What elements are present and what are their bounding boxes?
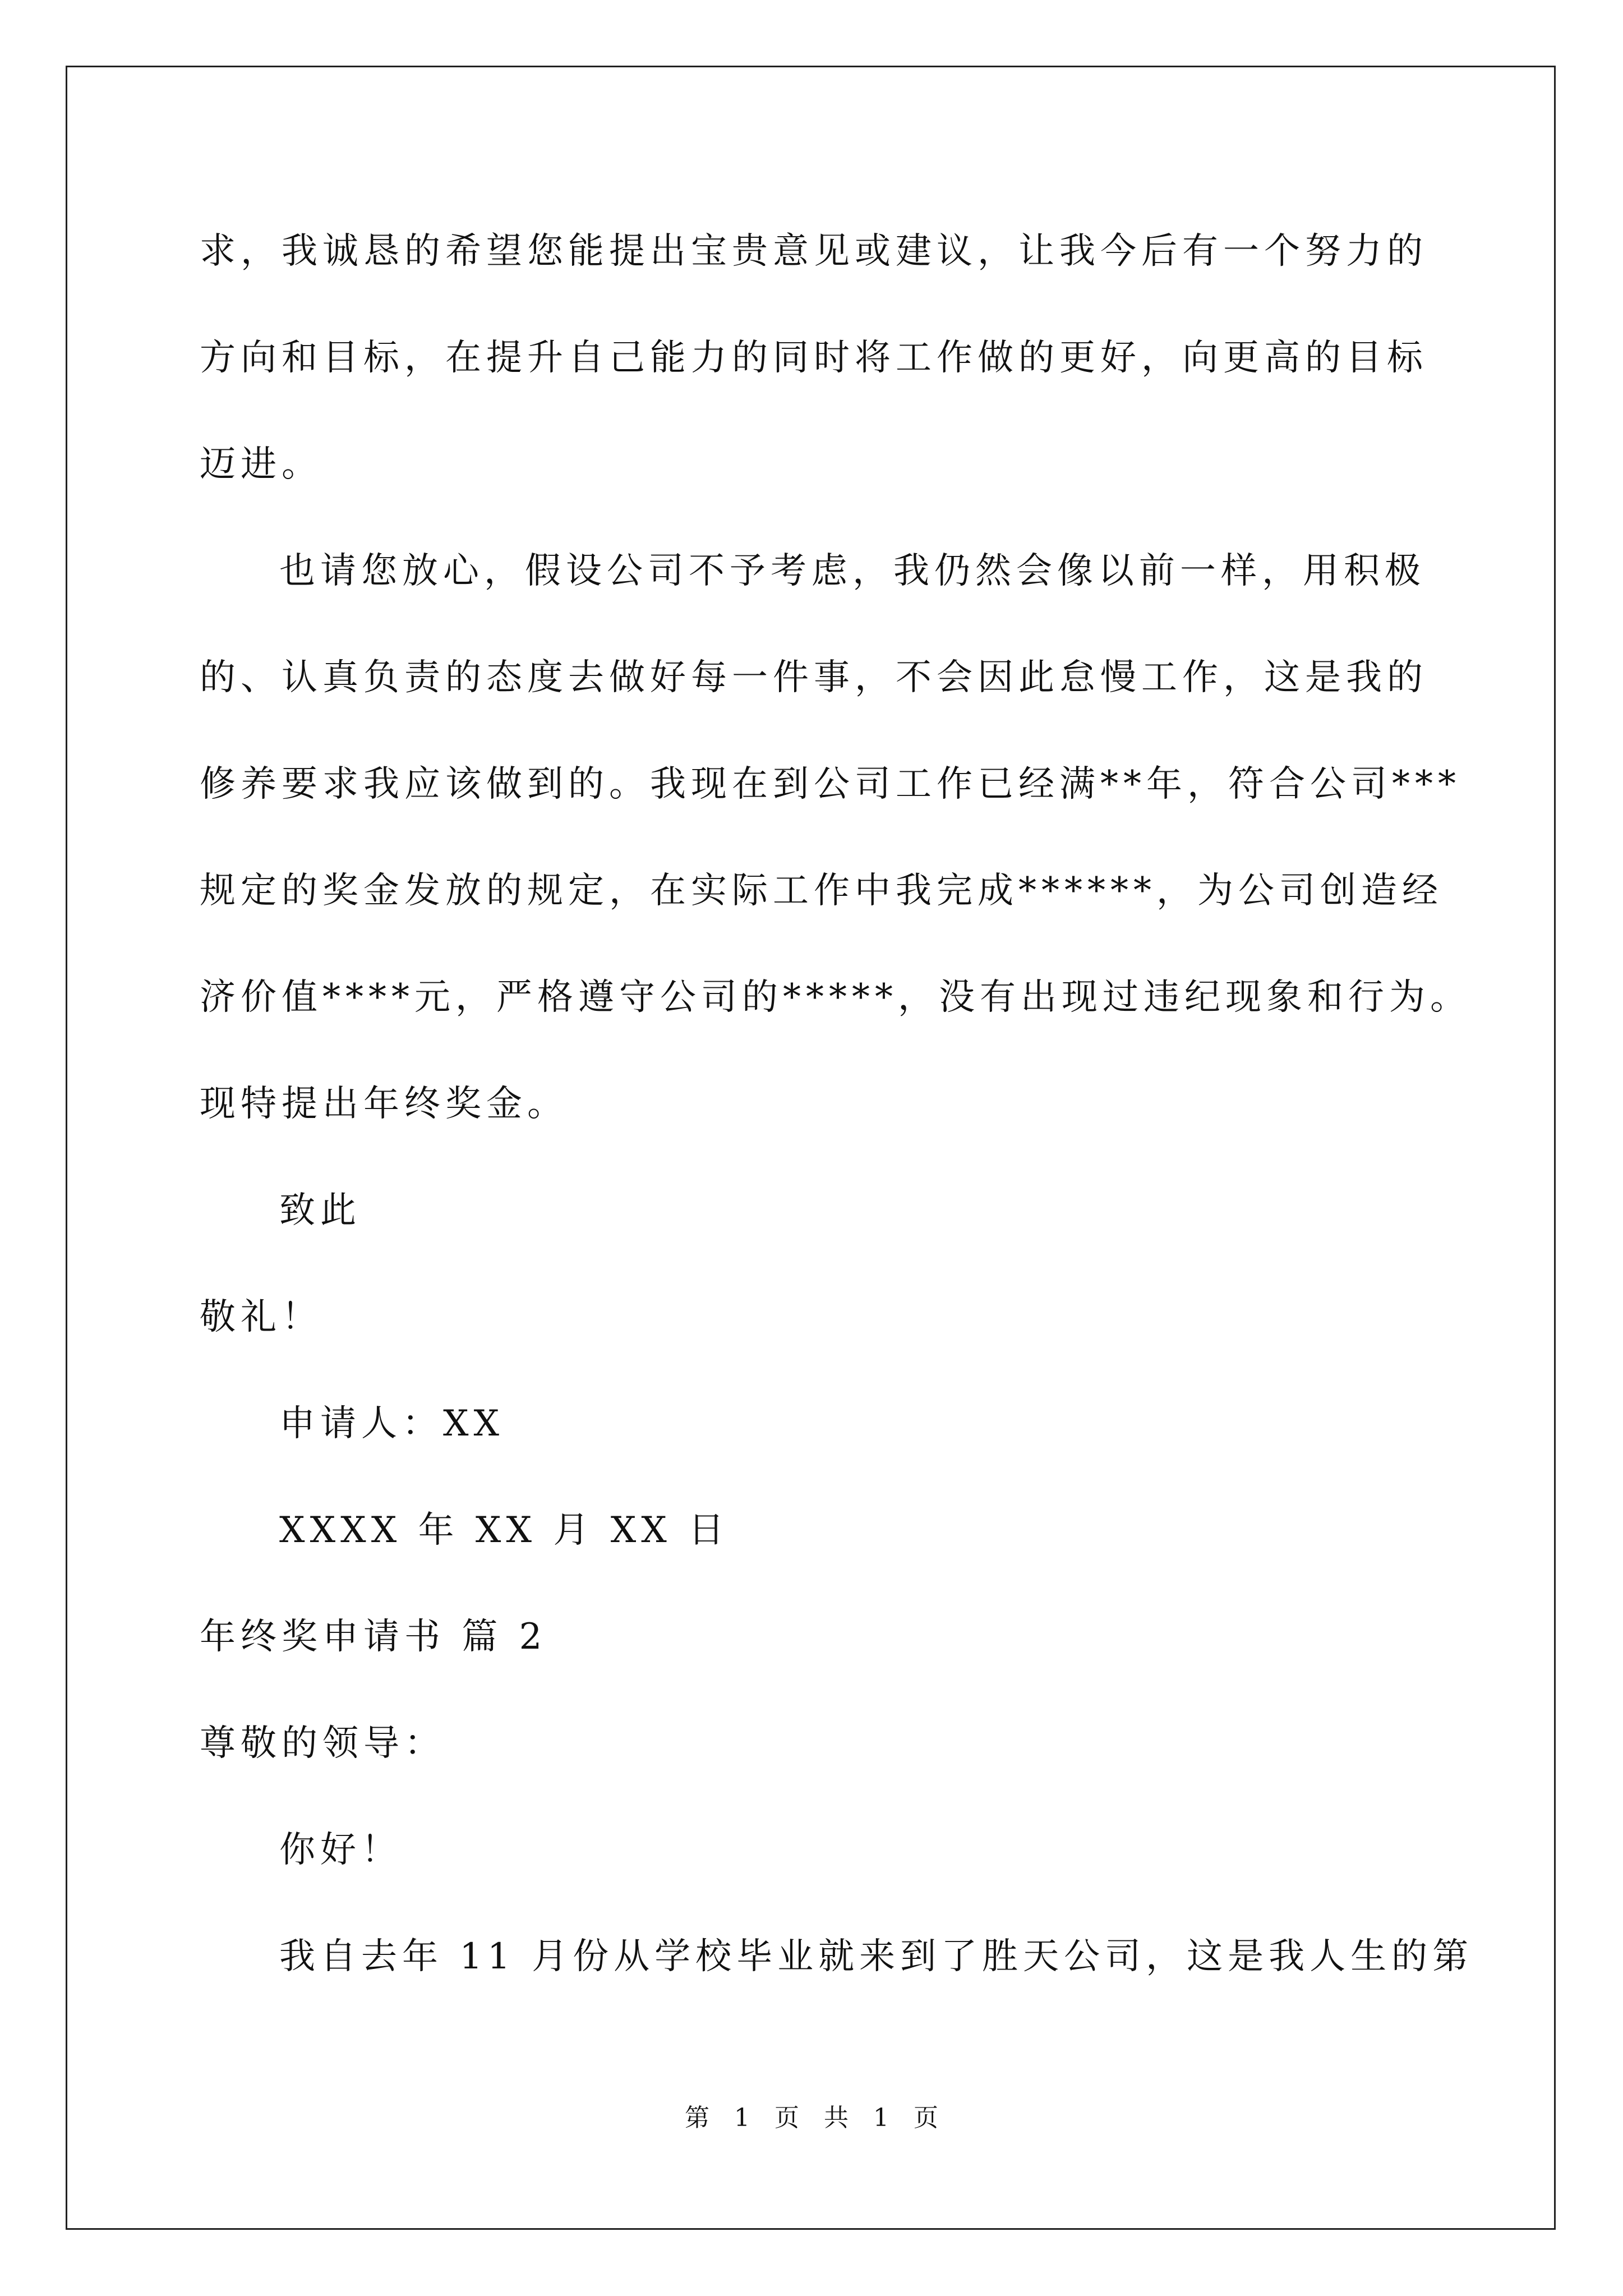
greeting-line: 尊敬的领导： [200, 1723, 445, 1764]
closing-phrase: 致此 [279, 1190, 361, 1231]
paragraph-line: 现特提出年终奖金。 [200, 1083, 568, 1125]
paragraph-line: 济价值****元，严格遵守公司的*****，没有出现过违纪现象和行为。 [200, 977, 1471, 1018]
paragraph-line: 求，我诚恳的希望您能提出宝贵意见或建议，让我今后有一个努力的 [200, 231, 1428, 272]
paragraph-line: 也请您放心，假设公司不予考虑，我仍然会像以前一样，用积极 [279, 550, 1426, 592]
page-number-footer: 第 1 页 共 1 页 [685, 2104, 938, 2132]
paragraph-line: 的、认真负责的态度去做好每一件事，不会因此怠慢工作，这是我的 [200, 657, 1428, 698]
date-line: XXXX 年 XX 月 XX 日 [279, 1510, 730, 1551]
paragraph-line: 迈进。 [200, 444, 322, 485]
paragraph-line: 规定的奖金发放的规定，在实际工作中我完成******，为公司创造经 [200, 870, 1443, 912]
paragraph-line: 我自去年 11 月份从学校毕业就来到了胜天公司，这是我人生的第 [279, 1936, 1474, 1977]
greeting-line: 你好！ [279, 1829, 402, 1871]
applicant-name: 申请人：XX [279, 1403, 505, 1444]
section-heading: 年终奖申请书 篇 2 [200, 1616, 547, 1658]
paragraph-line: 方向和目标，在提升自己能力的同时将工作做的更好，向更高的目标 [200, 337, 1428, 379]
page-border [66, 66, 1556, 2230]
salutation-closing: 敬礼！ [200, 1296, 322, 1338]
paragraph-line: 修养要求我应该做到的。我现在到公司工作已经满**年，符合公司*** [200, 763, 1461, 805]
